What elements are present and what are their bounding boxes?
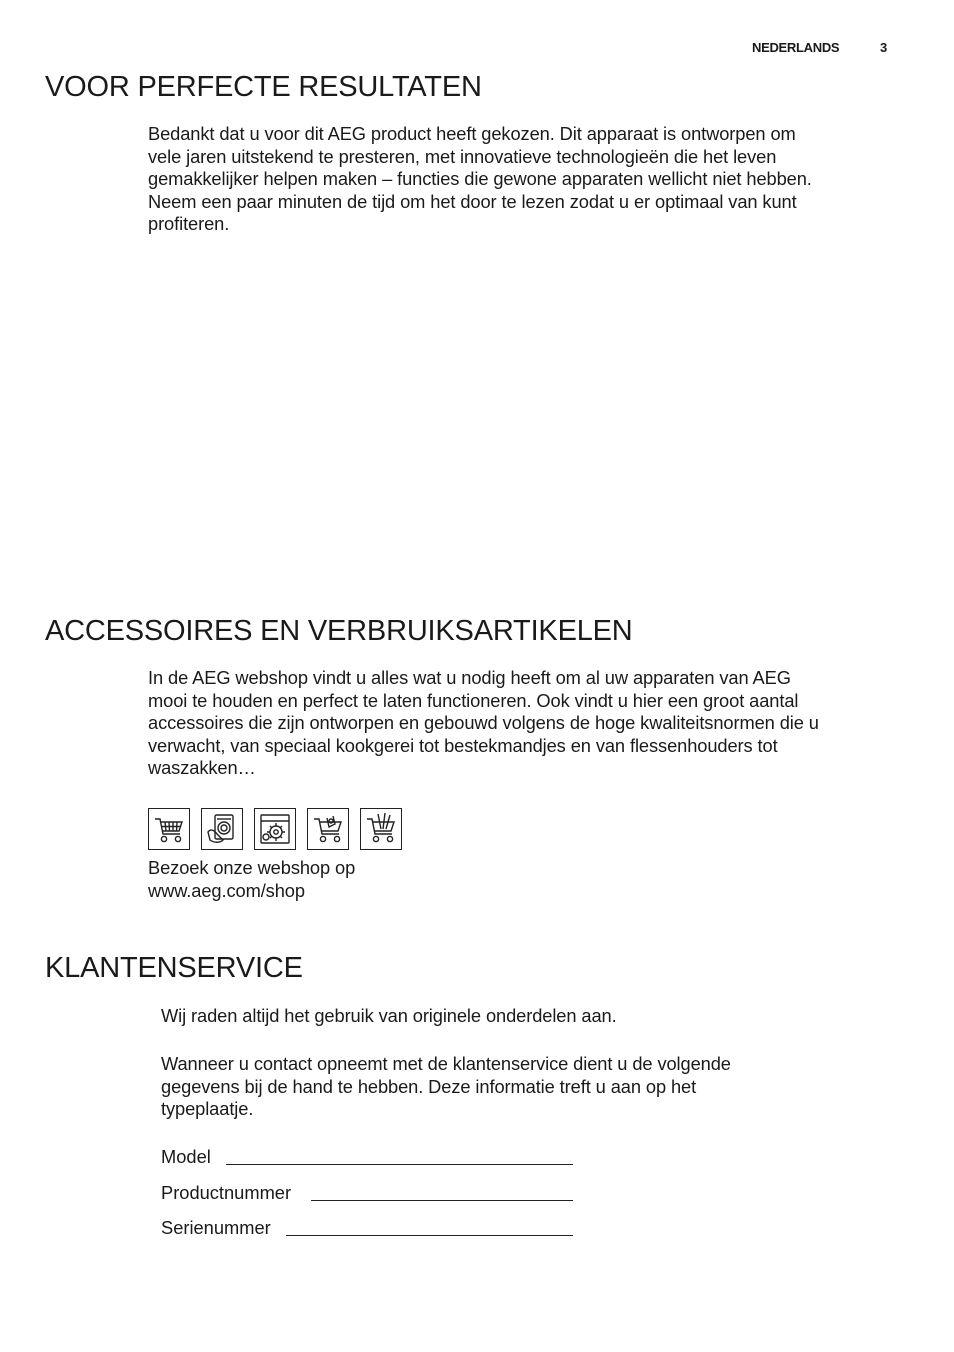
gear-cooker-icon [254, 808, 296, 850]
accessories-line: mooi te houden en perfect te laten functioneren. Ook vindt u hier een groot aantal [148, 689, 799, 711]
header-language: NEDERLANDS [752, 40, 840, 55]
shopping-cart-icon [148, 808, 190, 850]
hand-washer-icon [201, 808, 243, 850]
accessories-line: verwacht, van speciaal kookgerei tot bestekmandjes en van flessenhouders tot [148, 734, 778, 756]
intro-line: Bedankt dat u voor dit AEG product heeft gekozen. Dit apparaat is ontworpen om [148, 123, 796, 144]
section-title-accessories: ACCESSOIRES EN VERBRUIKSARTIKELEN [45, 615, 633, 647]
cart-tools-icon [360, 808, 402, 850]
intro-line: Neem een paar minuten de tijd om het door te lezen zodat u er optimaal van kunt [148, 190, 797, 212]
intro-paragraph [148, 123, 812, 236]
service-line: gegevens bij de hand te hebben. Deze informatie treft u aan op het [161, 1075, 697, 1097]
webshop-text [148, 857, 355, 902]
running-head [752, 40, 887, 55]
accessories-paragraph [148, 667, 819, 780]
section-title-service: KLANTENSERVICE [45, 952, 303, 984]
serial-number-input-line[interactable] [286, 1235, 573, 1236]
service-line: Wij raden altijd het gebruik van originele onderdelen aan. [161, 1005, 617, 1026]
section-title-results: VOOR PERFECTE RESULTATEN [45, 71, 482, 103]
intro-line: vele jaren uitstekend te presteren, met innovatieve technologieën die het leven [148, 145, 777, 167]
service-paragraph-2 [161, 1053, 731, 1121]
accessories-line: waszakken… [148, 757, 256, 778]
intro-line: profiteren. [148, 213, 230, 234]
webshop-visit-text: Bezoek onze webshop op [148, 857, 356, 878]
webshop-icons [148, 808, 402, 850]
product-number-label: Productnummer [161, 1182, 292, 1203]
product-number-input-line[interactable] [311, 1200, 573, 1201]
service-line: typeplaatje. [161, 1098, 254, 1119]
model-input-line[interactable] [226, 1164, 573, 1165]
service-paragraph-1 [161, 1005, 617, 1028]
page-number: 3 [880, 40, 887, 55]
cart-pan-icon [307, 808, 349, 850]
serial-number-label: Serienummer [161, 1217, 271, 1238]
intro-line: gemakkelijker helpen maken – functies die gewone apparaten wellicht niet hebben. [148, 168, 812, 189]
accessories-line: accessoires die zijn ontworpen en gebouwd volgens de hoge kwaliteitsnormen die u [148, 712, 819, 733]
webshop-url: www.aeg.com/shop [148, 879, 305, 901]
model-label: Model [161, 1146, 211, 1167]
accessories-line: In de AEG webshop vindt u alles wat u nodig heeft om al uw apparaten van AEG [148, 667, 791, 688]
service-line: Wanneer u contact opneemt met de klantenservice dient u de volgende [161, 1053, 731, 1074]
